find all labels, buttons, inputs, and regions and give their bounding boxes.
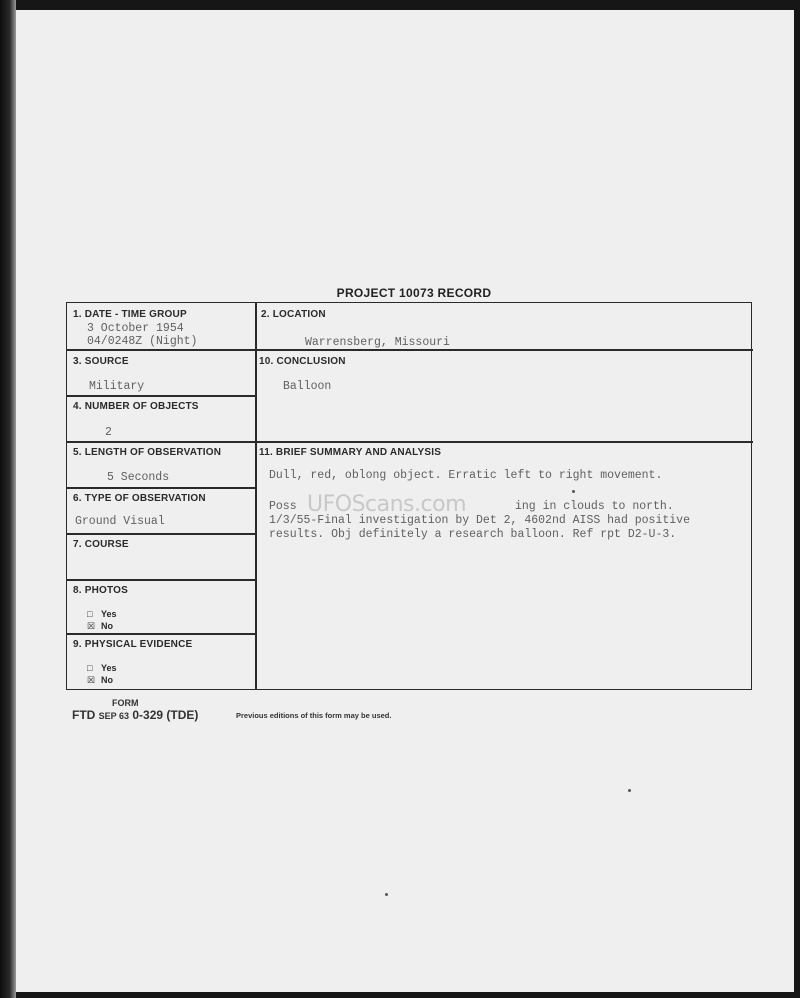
scan-speck: [628, 789, 631, 792]
row-divider: [67, 441, 753, 443]
length-obs-value: 5 Seconds: [107, 471, 170, 484]
type-obs-label: 6. TYPE OF OBSERVATION: [73, 493, 206, 504]
footer-id-number: 0-329 (TDE): [132, 708, 199, 722]
physical-yes-checkbox: □: [87, 663, 93, 673]
physical-no-checkbox: ☒: [87, 675, 96, 685]
footer-form-id: [72, 708, 198, 722]
photos-no-option: [87, 621, 113, 632]
location-value: Warrensberg, Missouri: [305, 336, 450, 349]
form-title: PROJECT 10073 RECORD: [336, 286, 492, 300]
date-time-label: 1. DATE - TIME GROUP: [73, 309, 187, 320]
watermark: UFOScans.com: [307, 492, 466, 517]
conclusion-label: 10. CONCLUSION: [259, 356, 346, 367]
length-obs-label: 5. LENGTH OF OBSERVATION: [73, 447, 222, 458]
physical-yes-label: Yes: [101, 663, 117, 673]
scan-speck: [572, 490, 575, 493]
row-divider: [67, 395, 255, 397]
footer-note: Previous editions of this form may be used.: [236, 711, 392, 720]
scan-speck: [385, 893, 388, 896]
row-divider: [67, 487, 255, 489]
location-label: 2. LOCATION: [261, 309, 326, 320]
photos-yes-checkbox: □: [87, 609, 93, 619]
photos-yes-option: [87, 609, 117, 619]
summary-line-1: Dull, red, oblong object. Erratic left to right movement.: [269, 469, 663, 482]
date-value: 3 October 1954: [87, 322, 184, 335]
source-value: Military: [89, 380, 145, 393]
row-divider: [67, 633, 255, 635]
type-obs-value: Ground Visual: [75, 515, 165, 528]
conclusion-value: Balloon: [283, 380, 332, 393]
summary-line-3: 1/3/55-Final investigation by Det 2, 4602nd AISS had positive: [269, 514, 690, 527]
num-objects-value: 2: [105, 426, 112, 439]
course-label: 7. COURSE: [73, 539, 129, 550]
scan-left-edge: [0, 0, 16, 998]
photos-yes-label: Yes: [101, 609, 117, 619]
summary-label: 11. BRIEF SUMMARY AND ANALYSIS: [259, 447, 442, 458]
photos-no-checkbox: ☒: [87, 621, 96, 631]
summary-line-2a: Poss: [269, 500, 297, 513]
column-divider: [255, 303, 257, 689]
footer-id-prefix: FTD: [72, 708, 96, 722]
summary-line-2b: ing in clouds to north.: [515, 500, 674, 513]
photos-no-label: No: [101, 621, 113, 631]
row-divider: [255, 349, 753, 351]
summary-line-4: results. Obj definitely a research balloon. Ref rpt D2-U-3.: [269, 528, 677, 541]
physical-no-label: No: [101, 675, 113, 685]
source-label: 3. SOURCE: [73, 356, 129, 367]
footer-id-date: SEP 63: [98, 711, 130, 721]
num-objects-label: 4. NUMBER OF OBJECTS: [73, 401, 199, 412]
photos-label: 8. PHOTOS: [73, 585, 128, 596]
row-divider: [67, 349, 255, 351]
row-divider: [67, 533, 255, 535]
physical-yes-option: [87, 663, 117, 673]
physical-no-option: [87, 675, 113, 686]
row-divider: [67, 579, 255, 581]
time-value: 04/0248Z (Night): [87, 335, 198, 348]
footer-form-word: FORM: [112, 698, 139, 708]
physical-evidence-label: 9. PHYSICAL EVIDENCE: [73, 639, 193, 650]
